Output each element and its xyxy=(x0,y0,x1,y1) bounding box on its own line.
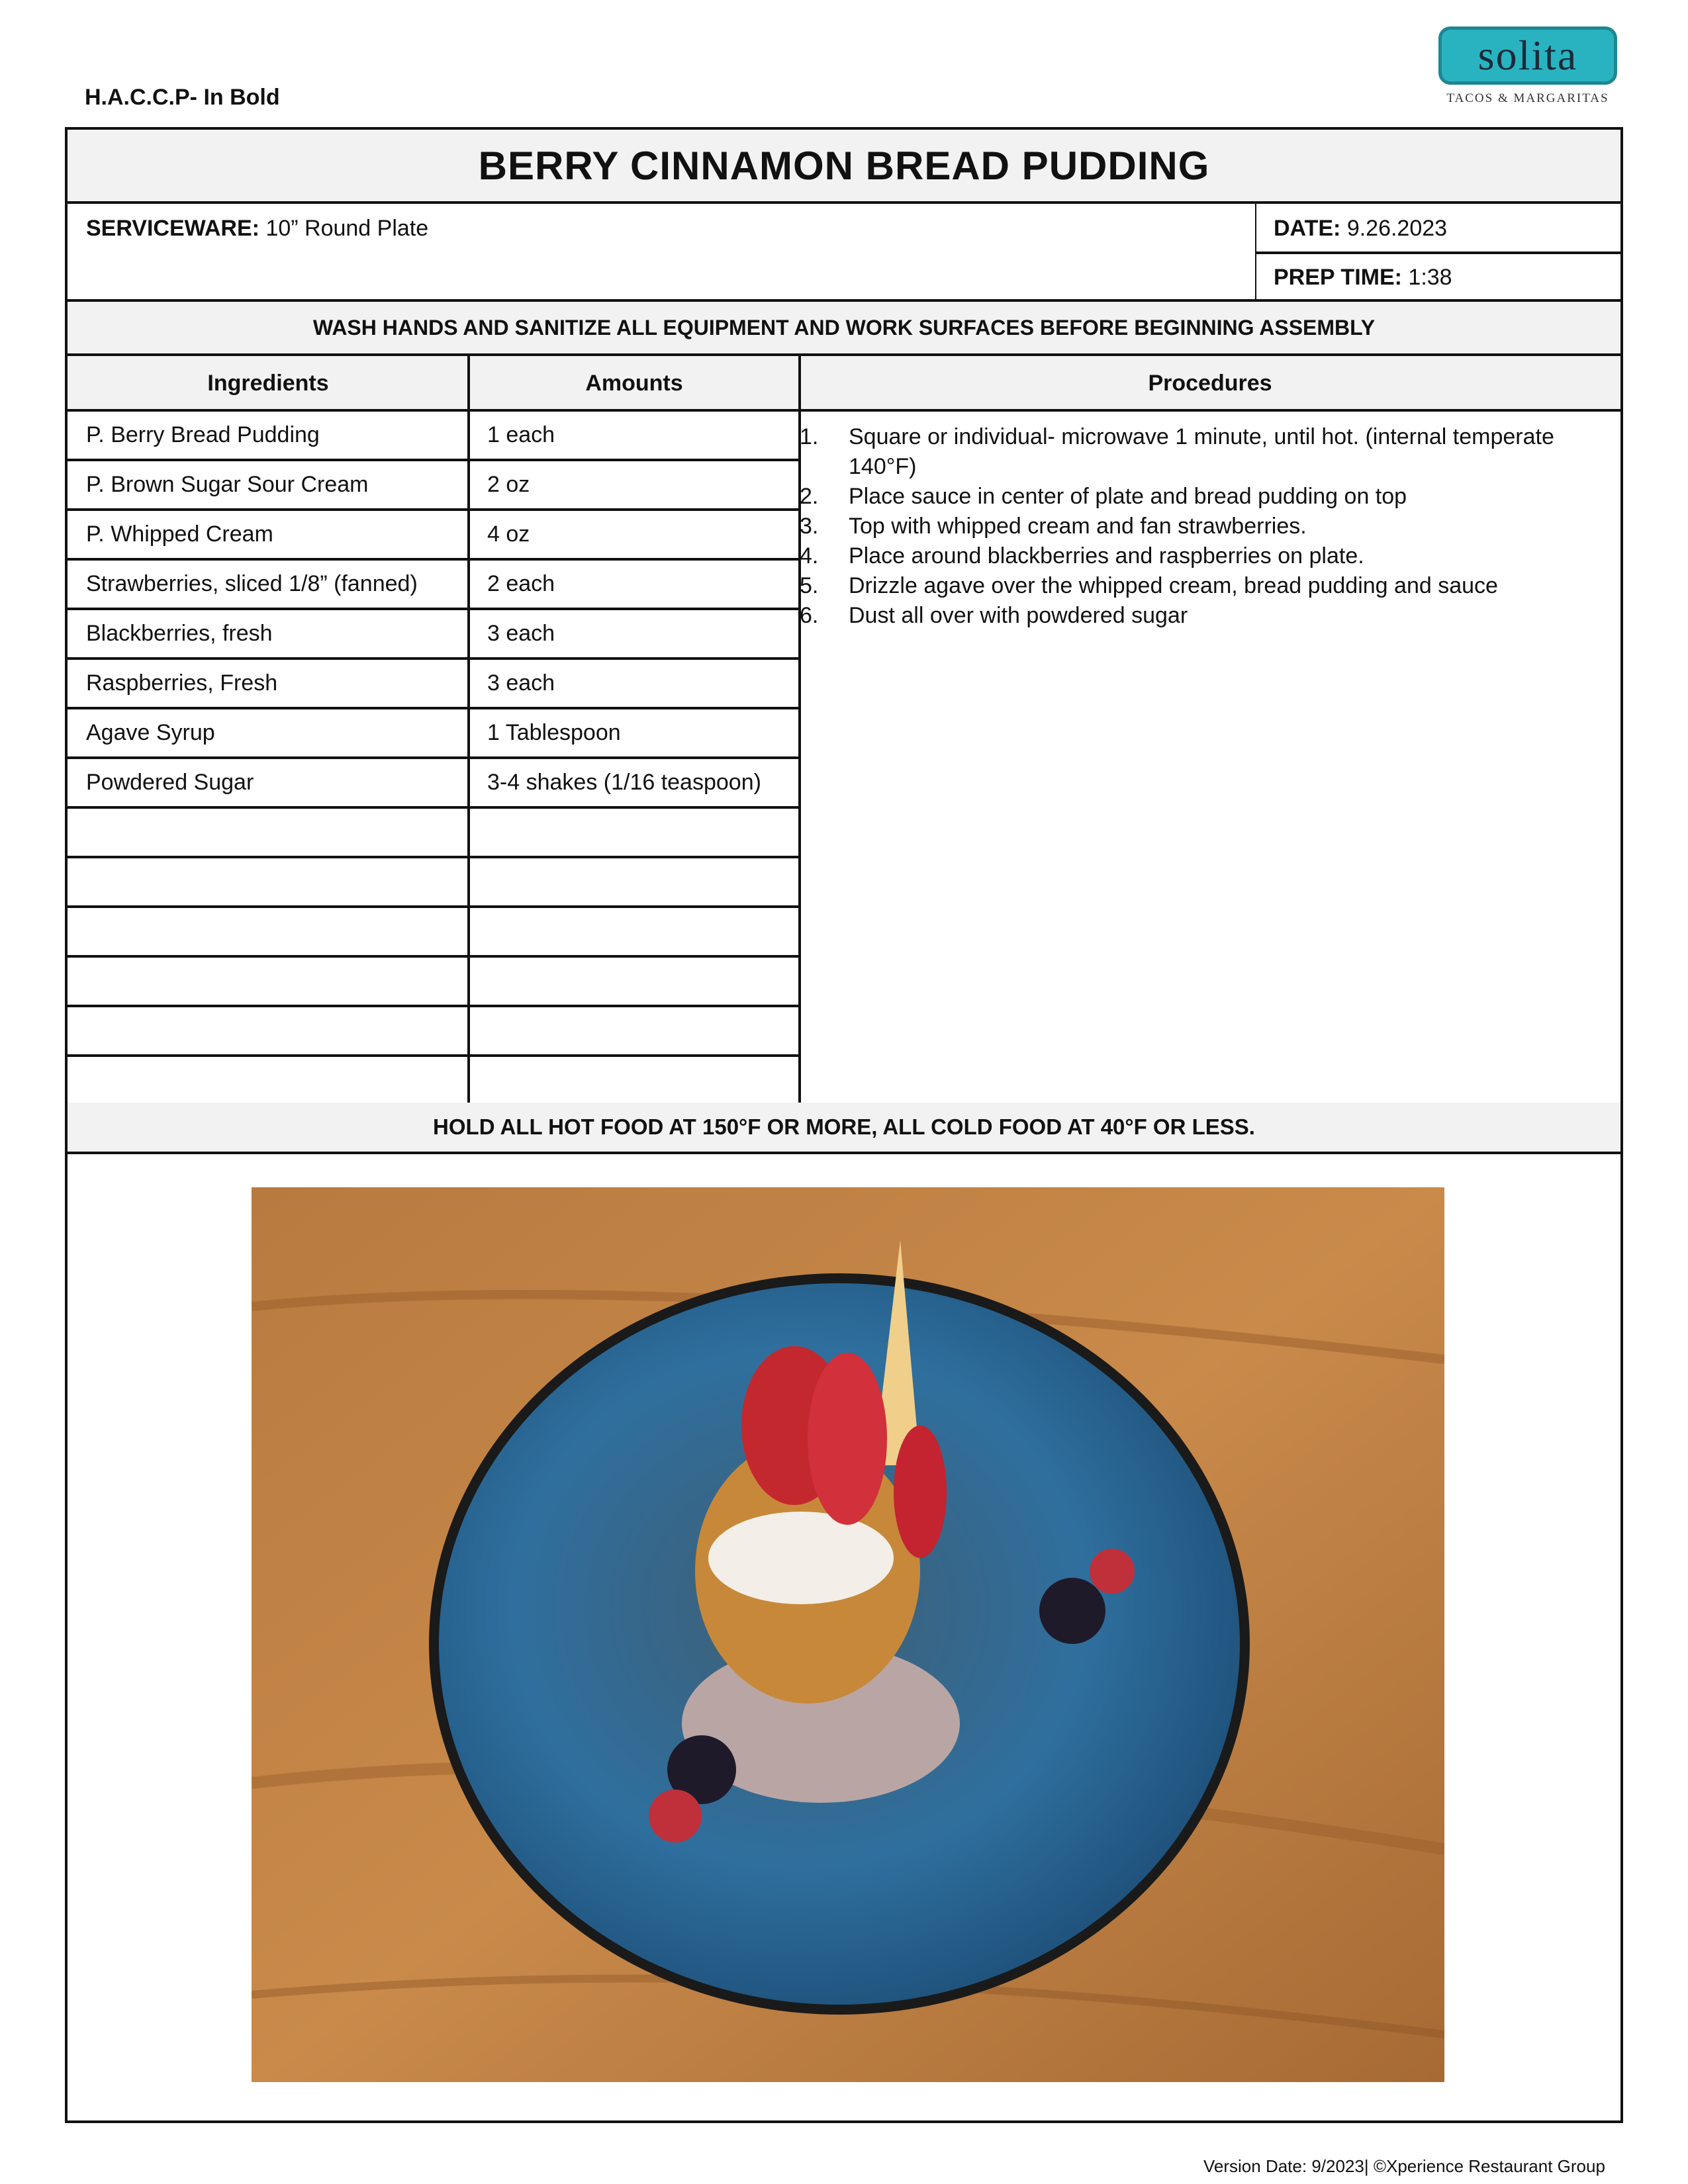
hold-banner: HOLD ALL HOT FOOD AT 150°F OR MORE, ALL COLD FOOD AT 40°F OR LESS. xyxy=(433,1115,1255,1139)
ingredient-name: P. Brown Sugar Sour Cream xyxy=(68,461,469,511)
recipe-table xyxy=(68,356,1620,1103)
procedure-step-number: 6. xyxy=(800,603,819,628)
ingredient-name: P. Whipped Cream xyxy=(68,511,469,561)
ingredient-amount: 3 each xyxy=(469,660,800,709)
procedure-step xyxy=(800,571,1607,601)
ingredient-name: Agave Syrup xyxy=(68,709,469,759)
wash-banner: WASH HANDS AND SANITIZE ALL EQUIPMENT AND WORK SURFACES BEFORE BEGINNING ASSEMBLY xyxy=(312,315,1376,340)
procedure-step-text: Place sauce in center of plate and bread pudding on top xyxy=(849,484,1407,509)
procedure-step xyxy=(800,512,1607,541)
ingredient-name: Raspberries, Fresh xyxy=(68,660,469,709)
serviceware-value: 10” Round Plate xyxy=(265,216,429,241)
ingredient-amount: 1 each xyxy=(469,412,800,461)
meta-divider-horizontal xyxy=(1255,251,1620,254)
procedure-step-text: Drizzle agave over the whipped cream, bread pudding and sauce xyxy=(849,573,1498,598)
amounts-header: Amounts xyxy=(469,356,800,410)
procedure-step-number: 4. xyxy=(800,543,819,569)
prep-time-label: PREP TIME: xyxy=(1274,265,1402,290)
ingredient-name: P. Berry Bread Pudding xyxy=(68,412,469,461)
logo-tagline: TACOS & MARGARITAS xyxy=(1446,91,1609,105)
date-value: 9.26.2023 xyxy=(1346,216,1448,241)
solita-logo xyxy=(1435,26,1620,106)
procedures-header: Procedures xyxy=(800,356,1620,410)
ingredient-name xyxy=(68,1057,469,1107)
ingredient-name xyxy=(68,1007,469,1057)
ingredient-amount: 2 each xyxy=(469,561,800,610)
serviceware xyxy=(86,216,428,242)
ingredient-name: Powdered Sugar xyxy=(68,759,469,809)
ingredient-name xyxy=(68,908,469,958)
procedure-step-text: Square or individual- microwave 1 minute, until hot. (internal temperate xyxy=(849,424,1554,449)
procedure-step-text: Place around blackberries and raspberries on plate. xyxy=(849,543,1364,569)
procedure-step-text: Dust all over with powdered sugar xyxy=(849,603,1188,628)
ingredient-amount xyxy=(469,809,800,858)
wash-banner-row xyxy=(68,302,1620,356)
procedure-step-number: 1. xyxy=(800,424,819,449)
ingredients-header: Ingredients xyxy=(68,356,469,410)
procedure-step xyxy=(800,541,1607,571)
footer-version: Version Date: 9/2023| ©Xperience Restaurant Group xyxy=(1203,2156,1605,2176)
procedure-step-number: 2. xyxy=(800,484,819,509)
ingredient-amount xyxy=(469,958,800,1007)
ingredient-amount: 4 oz xyxy=(469,511,800,561)
procedure-step-number xyxy=(800,452,849,482)
ingredient-amount xyxy=(469,858,800,908)
ingredient-name xyxy=(68,858,469,908)
serviceware-row xyxy=(68,204,1620,302)
hold-banner-row xyxy=(68,1103,1620,1154)
procedure-step xyxy=(800,482,1607,512)
ingredient-name xyxy=(68,958,469,1007)
procedure-step-text: Top with whipped cream and fan strawberries. xyxy=(849,514,1307,539)
prep-time-value: 1:38 xyxy=(1408,265,1452,290)
prep-time xyxy=(1274,265,1452,291)
dessert-photo-illustration xyxy=(252,1187,1444,2082)
procedure-step xyxy=(800,452,1607,482)
ingredient-amount xyxy=(469,1007,800,1057)
ingredient-name: Strawberries, sliced 1/8” (fanned) xyxy=(68,561,469,610)
ingredient-amount: 3 each xyxy=(469,610,800,660)
recipe-title: BERRY CINNAMON BREAD PUDDING xyxy=(478,143,1210,188)
procedure-step xyxy=(800,422,1607,452)
ingredient-amount: 1 Tablespoon xyxy=(469,709,800,759)
procedure-step-number: 5. xyxy=(800,573,819,598)
recipe-card xyxy=(65,127,1623,2123)
haccp-note: H.A.C.C.P- In Bold xyxy=(85,85,280,110)
ingredient-name xyxy=(68,809,469,858)
ingredient-amount xyxy=(469,908,800,958)
logo-name: solita xyxy=(1477,32,1578,79)
ingredient-amount: 3-4 shakes (1/16 teaspoon) xyxy=(469,759,800,809)
date-label: DATE: xyxy=(1274,216,1341,241)
procedure-list xyxy=(800,422,1607,631)
procedure-step xyxy=(800,601,1607,631)
date xyxy=(1274,216,1447,242)
ingredient-amount: 2 oz xyxy=(469,461,800,511)
title-row xyxy=(68,130,1620,204)
logo-badge xyxy=(1438,26,1617,85)
procedure-step-number: 3. xyxy=(800,514,819,539)
ingredient-name: Blackberries, fresh xyxy=(68,610,469,660)
serviceware-label: SERVICEWARE: xyxy=(86,216,259,241)
ingredient-amount xyxy=(469,1057,800,1107)
dessert-photo xyxy=(252,1187,1444,2082)
procedure-step-text: 140°F) xyxy=(849,454,917,479)
